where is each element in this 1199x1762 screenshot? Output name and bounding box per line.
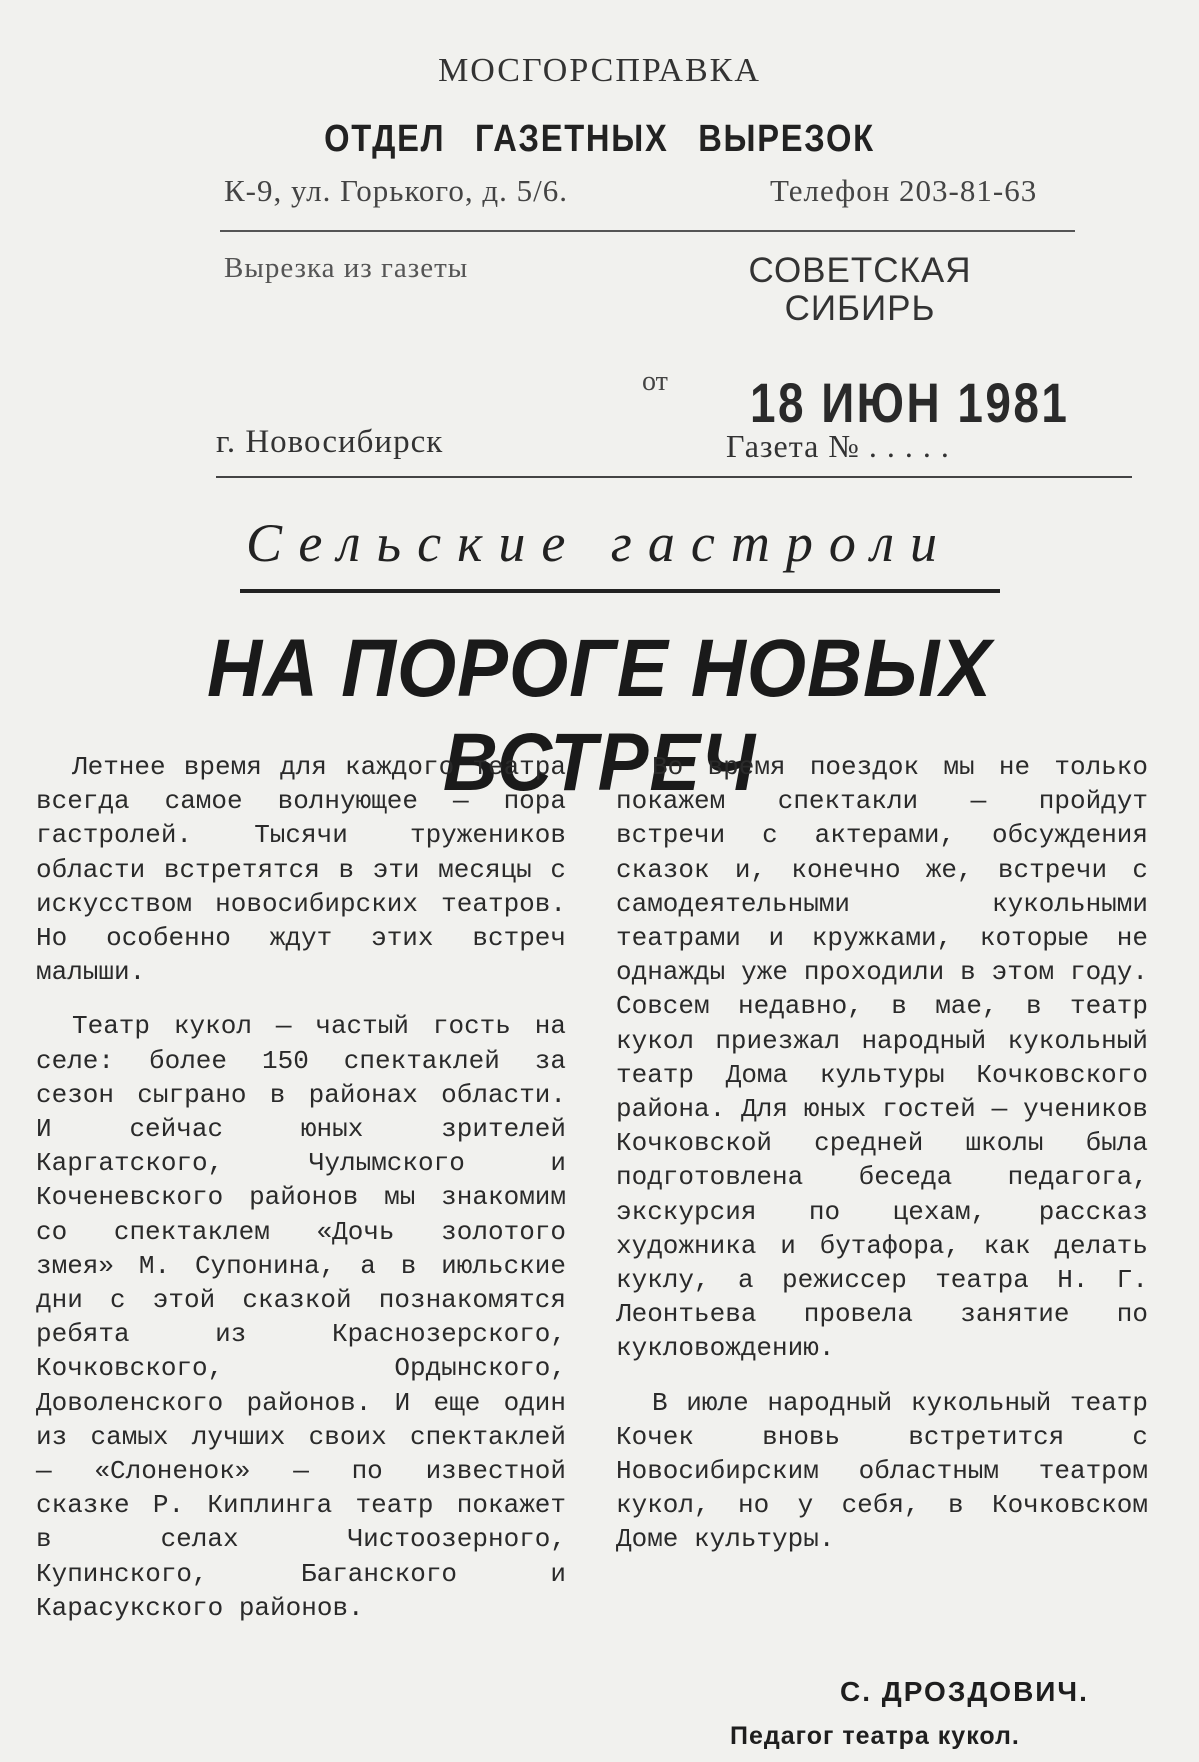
article-paragraph: Летнее время для каждого театра всегда самое волнующее — пора гастролей. Тысячи тружеников области встретятся в эти месяцы с искусством новосибирских театров. Но особенно ждут этих встреч малыши.	[36, 752, 566, 988]
article-paragraph: Театр кукол — частый гость на селе: более 150 спектаклей за сезон сыграно в районах области. И сейчас юных зрителей Каргатского, Чулымского и Коченевского районов мы знакомим со спектаклем «Дочь золотого змея» М. Супонина, а в июльские дни с этой сказкой познакомятся ребята из Краснозерского, Кочковского, Ордынского, Доволенского районов. И еще один из самых лучших своих спектаклей — «Слоненок» — по известной сказке Р. Киплинга театр покажет в селах Чистоозерного, Купинского, Баганского и Карасукского районов.	[36, 1011, 566, 1623]
agency-name: МОСГОРСПРАВКА	[438, 52, 761, 89]
article-headline: НА ПОРОГЕ НОВЫХ ВСТРЕЧ	[206, 623, 993, 808]
agency-address: К-9, ул. Горького, д. 5/6.	[224, 173, 569, 208]
kicker-underline	[240, 589, 1000, 593]
city-label: г. Новосибирск	[216, 424, 444, 460]
newspaper-name: СОВЕТСКАЯ СИБИРЬ	[748, 251, 972, 328]
author-role: Педагог театра кукол.	[730, 1722, 1020, 1750]
date-stamp: 18 ИЮН 1981	[750, 371, 1070, 434]
issue-number-label: Газета № . . . . .	[726, 428, 950, 464]
article-paragraph: Во время поездок мы не только покажем спектакли — пройдут встречи с актерами, обсуждения сказок и, конечно же, встречи с самодеятельными кукольными театрами и кружками, которые не однажды уже проходили в этом году. Совсем недавно, в мае, в театр кукол приезжал народный кукольный театр Дома культуры Кочковского района. Для юных гостей — учеников Кочковской средней школы была подготовлена беседа педагога, экскурсия по цехам, рассказ художника и бутафора, как делать куклу, а режиссер театра Н. Г. Леонтьева провела занятие по кукловождению.	[616, 752, 1148, 1364]
agency-phone: Телефон 203-81-63	[770, 173, 1038, 208]
article-column-right	[616, 750, 1148, 1557]
header-divider	[220, 230, 1075, 232]
clipping-divider	[216, 476, 1132, 478]
article-paragraph: В июле народный кукольный театр Кочек вновь встретится с Новосибирским областным театром кукол, но у себя, в Кочковском Доме культуры.	[616, 1387, 1148, 1555]
department-name: ОТДЕЛ ГАЗЕТНЫХ ВЫРЕЗОК	[324, 118, 875, 160]
article-kicker: Сельские гастроли	[245, 513, 954, 573]
date-label: от	[642, 366, 668, 397]
clipping-source-label: Вырезка из газеты	[224, 252, 469, 284]
article-column-left	[36, 750, 566, 1625]
author-name: С. ДРОЗДОВИЧ.	[840, 1676, 1089, 1707]
